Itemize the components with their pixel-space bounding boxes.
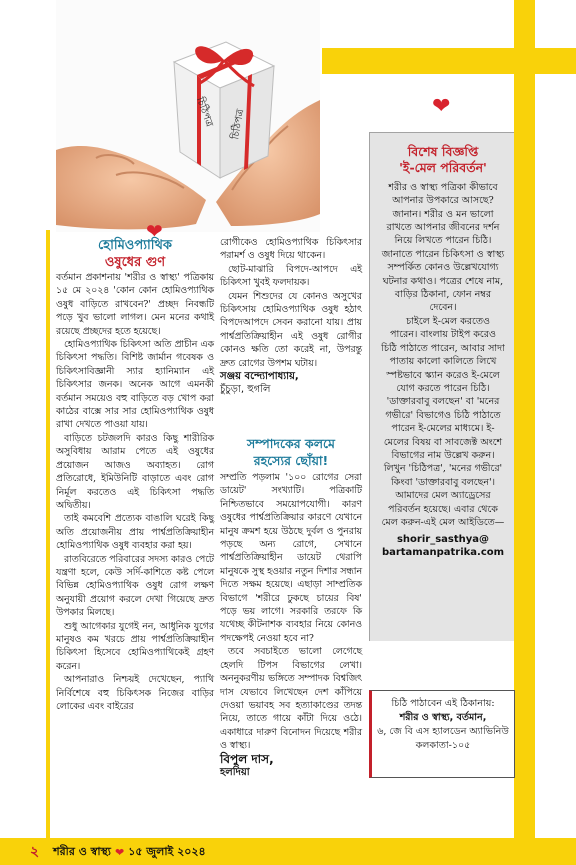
- hands-gift-photo: [56, 0, 320, 232]
- magazine-name: শরীর ও স্বাস্থ্য: [53, 844, 111, 858]
- notice-paragraph: 'ডাক্তারবাবু বলছেন' বা 'মনের গভীরে' বিভাগেও চিঠি পাঠাতে পারেন ই-মেলের মাধ্যমে। ই-মেলের বিষয় বা সাবজেক্ট অংশে বিভাগের নাম উল্লেখ করুন। লিখুন 'চিঠিপত্র', 'মনের গভীরে' কিংবা 'ডাক্তারবাবু বলছেন'। আমাদের মেল অ্যাড্রেসের পরিবর্তন হয়েছে। এবার থেকে মেল করুন-এই মেল আইডিতে—: [381, 396, 505, 528]
- email-address[interactable]: shorir_sasthya@ bartamanpatrika.com: [381, 534, 505, 559]
- article-title: হোমিওপ্যাথিক: [98, 238, 172, 253]
- paragraph: তবে সবচাইতে ভালো লেগেছে হেলদি টিপস বিভাগের লেখা। অননুকরণীয় ভঙ্গিতে সম্পাদক বিশ্বজিৎ দাস যেভাবে লিখেছেন দেশ কাঁপিয়ে দেওয়া ভয়াবহ সব হত্যাকাণ্ডের তদন্ত নিয়ে, তাতে গায়ে কাঁটা দিয়ে ওঠে। একাধারে দারুণ বিনোদন দিয়েছে শরীর ও স্বাস্থ্য।: [220, 646, 362, 752]
- yellow-frame-left: [46, 230, 50, 838]
- paragraph: সম্প্রতি পড়লাম '১০০ রোগের সেরা ডায়েট' সংখ্যাটি। পত্রিকাটি নিশ্চিতভাবে সময়োপযোগী। কারণ ওষুধের পার্শ্বপ্রতিক্রিয়ার কারণে যেখানে মানুষ ক্রমশ হয়ে উঠছে দুর্বল ও পুনরায় পড়ছে অন্য রোগে, সেখানে পার্শ্বপ্রতিক্রিয়াহীন ডায়েট থেরাপি মানুষকে সুস্থ হওয়ার নতুন দিশার সন্ধান দিতে সক্ষম হয়েছে। এছাড়া সাম্প্রতিক বিভাগে 'শরীরে ঢুকছে চায়ের বিষ' পড়ে ভয় লাগে। সরকারি তরফে কি যথেচ্ছ কীটনাশক ব্যবহার নিয়ে কোনও পদক্ষেপই নেওয়া হবে না?: [220, 472, 362, 644]
- postal-address-box: [369, 690, 515, 778]
- paragraph: শুধু আগেকার যুগেই নন, আধুনিক যুগের মানুষও কম খরচে প্রায় পার্শ্বপ্রতিক্রিয়াহীন চিকিৎসা হিসেবে হোমিওপ্যাথিকেই গ্রহণ করেন।: [56, 620, 214, 672]
- address-city: কলকাতা-১০৫: [415, 740, 471, 751]
- address-magazine: শরীর ও স্বাস্থ্য, বর্তমান,: [399, 712, 487, 723]
- address-intro: চিঠি পাঠাবেন এই ঠিকানায়:: [391, 698, 495, 709]
- paragraph: বাড়িতে চটজলদি কারও কিছু শারীরিক অসুবিধায় আরাম পেতে এই ওষুধের প্রয়োজন আজও অব্যাহত। রোগ প্রতিরোধে, ইমিউনিটি বাড়াতে এবং রোগ নির্মূল করতেও এই চিকিৎসা পদ্ধতি অদ্বিতীয়।: [56, 432, 214, 511]
- article-title: সম্পাদকের কলমে: [247, 436, 335, 451]
- article-homeopathy: [56, 236, 214, 713]
- heart-icon-footer: ❤: [114, 845, 125, 859]
- notice-paragraph: চাইলে ই-মেল করতেও পারেন। বাংলায় টাইপ করেও চিঠি পাঠাতে পারেন, আবার সাদা পাতায় কালো কালিতে লিখে স্পষ্টভাবে স্ক্যান করেও ই-মেলে যোগ করতে পারেন চিঠি।: [381, 315, 505, 394]
- paragraph: রাতবিরেতে পরিবারের সদস্য কারও পেটে যন্ত্রণা হলে, কেউ সর্দি-কাশিতে কষ্ট পেলে বিভিন্ন হোমিওপ্যাথিক ওষুধ রোগ লক্ষণ অনুযায়ী প্রয়োগ করলে দেখা গিয়েছে দ্রুত উপকার মিলছে।: [56, 553, 214, 619]
- article-subtitle: রহস্যের ছোঁয়া!: [253, 453, 329, 468]
- paragraph: আপনারাও নিশ্চয়ই দেখেছেন, প্যাথি নির্বিশেষে বহু চিকিৎসক নিজের বাড়ির লোকের এবং বাইরের: [56, 674, 214, 712]
- paragraph: ছোট-মাঝারি বিপদে-আপদে এই চিকিৎসা খুবই ফলদায়ক।: [220, 263, 362, 289]
- address-street: ৬, জে বি এস হ্যালডেন অ্যাভিনিউ: [377, 726, 509, 737]
- page-number: ২: [30, 844, 40, 860]
- author-place: হলদিয়া: [220, 766, 250, 778]
- yellow-frame-top: [322, 48, 576, 74]
- special-notice-box: [369, 132, 514, 641]
- heart-icon: ❤: [146, 219, 163, 243]
- notice-paragraph: শরীর ও স্বাস্থ্য পত্রিকা কীভাবে আপনার উপকারে আসছে? জানান। শরীর ও মন ভালো রাখতে আপনার জীবনের দর্শন নিয়ে লিখতে পারেন চিঠি। জানাতে পারেন চিকিৎসা ও স্বাস্থ্য সম্পর্কিত কোনও উল্লেখযোগ্য ঘটনার কথাও। পত্রের শেষে নাম, বাড়ির ঠিকানা, ফোন নম্বর দেবেন।: [381, 181, 505, 314]
- issue-date: ১৫ জুলাই ২০২৪: [128, 844, 206, 858]
- article-subtitle: ওষুধের গুণ: [104, 255, 166, 270]
- heart-icon-right: ❤: [432, 94, 451, 119]
- gift-box-text: চিঠিপত্র: [193, 95, 215, 129]
- article-homeopathy-continued: [220, 236, 362, 397]
- gift-box-text-right: চিঠিপত্র: [230, 108, 247, 141]
- yellow-frame-right: [514, 0, 535, 838]
- article-editor-pen: [220, 436, 362, 779]
- author-place: চুঁচুড়া, হুগলি: [220, 384, 271, 396]
- paragraph: হোমিওপ্যাথিক চিকিৎসা অতি প্রাচীন এক চিকিৎসা পদ্ধতি। বিশিষ্ট জার্মান গবেষক ও চিকিৎসাবিজ্ঞানী স্যার হ্যানিম্যান এই চিকিৎসার জনক। অনেক আগে এমনকী বর্তমান সময়েও বহু বাড়িতে বড় খোপ করা কাঠের বাক্সে সার সার হোমিওপ্যাথিক ওষুধ রাখা দেখতে পাওয়া যায়।: [56, 339, 214, 431]
- paragraph: রোগীকেও হোমিওপ্যাথিক চিকিৎসার পরামর্শ ও ওষুধ দিয়ে থাকেন।: [220, 237, 362, 262]
- notice-title: বিশেষ বিজ্ঞপ্তি: [407, 144, 479, 159]
- author-name: সঞ্জয় বন্দ্যোপাধ্যায়,: [220, 371, 299, 383]
- notice-subtitle: 'ই-মেল পরিবর্তন': [399, 160, 487, 176]
- author-name: বিপুল দাস,: [220, 751, 274, 766]
- paragraph: যেমন শিশুদের যে কোনও অসুখের চিকিৎসায় হোমিওপ্যাথিক ওষুধ হঠাৎ বিপদেআপদে সেবন করানো যায়। প্রায় পার্শ্বপ্রতিক্রিয়াহীন এই ওষুধ রোগীর কোনও ক্ষতি তো করেই না, উপরন্তু দ্রুত রোগের উপশম ঘটায়।: [220, 290, 362, 369]
- paragraph: তাই কমবেশি প্রত্যেক বাঙালি ঘরেই কিছু অতি প্রয়োজনীয় প্রায় পার্শ্বপ্রতিক্রিয়াহীন হোমিওপ্যাথিক ওষুধ ব্যবহার করা হয়।: [56, 513, 214, 552]
- page-footer: [30, 839, 206, 865]
- paragraph: বর্তমান প্রকাশনায় 'শরীর ও স্বাস্থ্য' পত্রিকায় ১৫ মে ২০২৪ 'কোন কোন হোমিওপ্যাথিক ওষুধ বাড়িতে রাখবেন?' প্রচ্ছদ নিবন্ধটি পড়ে খুব ভালো লাগল। মেন মনের কথাই রয়েছে প্রচ্ছদের হতে হয়েছে।: [56, 272, 214, 337]
